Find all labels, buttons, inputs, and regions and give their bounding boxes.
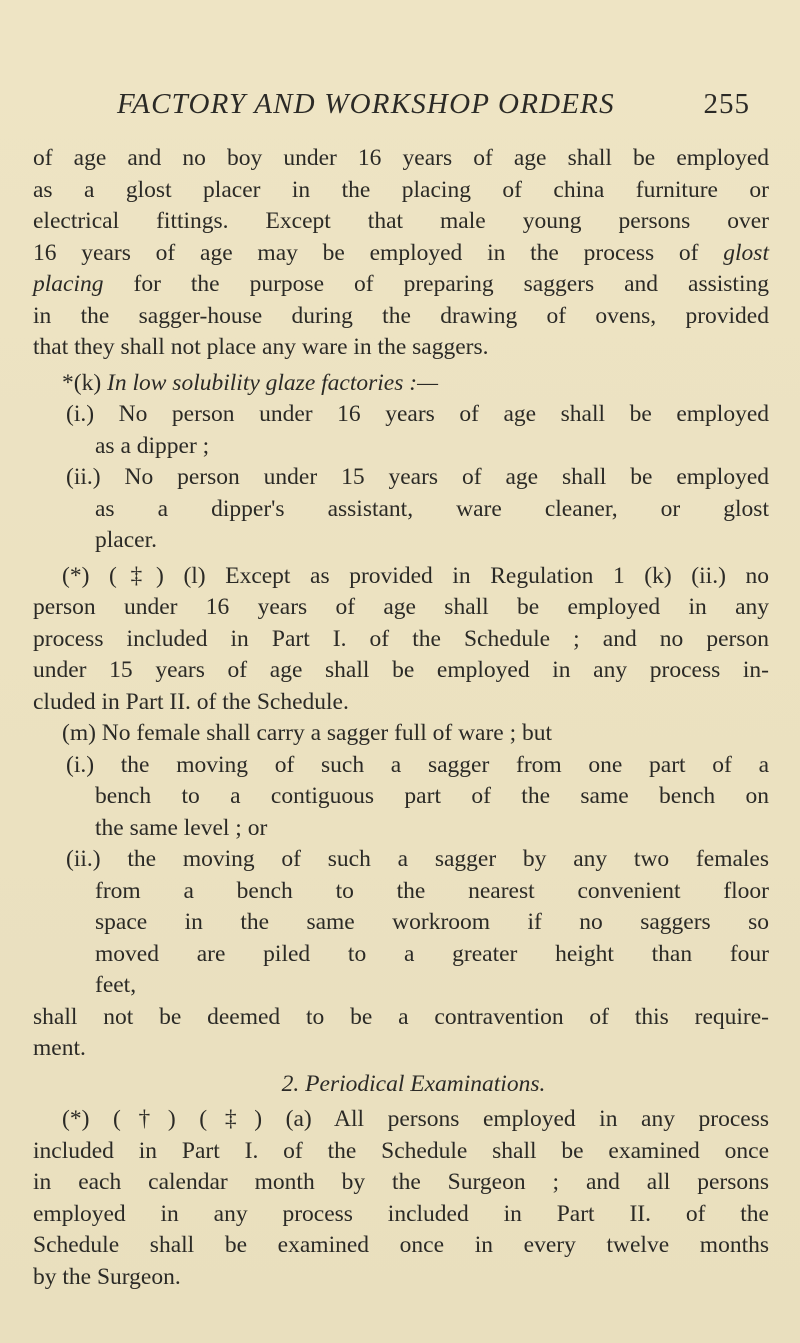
item-label: (ii.) (66, 464, 101, 490)
text-line: included in Part I. of the Schedule shall be examined once (33, 1137, 769, 1164)
item-label: (ii.) (66, 846, 101, 872)
text-line: process included in Part I. of the Schedule ; and no person (33, 625, 769, 652)
text-line: by the Surgeon. (33, 1263, 181, 1290)
text-line: of age and no boy under 16 years of age shall be employed (33, 145, 769, 171)
italic-span: glost (723, 239, 769, 266)
text-line: in each calendar month by the Surgeon ; and all persons (33, 1169, 769, 1195)
page-body (33, 143, 769, 1293)
italic-span: placing (33, 271, 104, 297)
text-line: cluded in Part II. of the Schedule. (33, 688, 349, 715)
clause-k-heading (33, 368, 769, 400)
text-line: bench to a contiguous part of the same bench on (95, 783, 769, 809)
text-line: the same level ; or (95, 814, 268, 841)
text-line (33, 269, 769, 301)
page-number: 255 (703, 88, 750, 120)
item-label: (i.) (66, 751, 95, 778)
text-line: under 15 years of age shall be employed in any process in- (33, 657, 769, 683)
clause-label: *(k) (62, 369, 102, 396)
text-line: (m) No female shall carry a sagger full of ware ; but (62, 720, 553, 746)
text-line (33, 750, 769, 782)
text-span: the moving of such a sagger by any two females (127, 846, 770, 872)
text-line: as a dipper's assistant, ware cleaner, or glost (95, 495, 769, 522)
text-line: in the sagger-house during the drawing of ovens, provided (33, 302, 769, 329)
text-line (33, 399, 769, 431)
text-line: (*) (‡) (l) Except as provided in Regulation 1 (k) (ii.) no (62, 562, 769, 589)
text-line: Schedule shall be examined once in every twelve months (33, 1232, 769, 1258)
page-header (0, 88, 800, 128)
text-line: electrical fittings. Except that male young persons over (33, 208, 769, 234)
text-line (33, 462, 769, 494)
text-span: No person under 16 years of age shall be employed (118, 401, 769, 427)
running-title: FACTORY AND WORKSHOP ORDERS (117, 88, 615, 120)
text-line: shall not be deemed to be a contravention of this require- (33, 1003, 769, 1030)
text-line: feet, (95, 972, 137, 998)
text-span: No person under 15 years of age shall be employed (124, 464, 769, 490)
text-span: 16 years of age may be employed in the process of (33, 239, 724, 266)
text-line: as a glost placer in the placing of china furniture or (33, 176, 769, 203)
text-line (33, 844, 769, 876)
text-span: the moving of such a sagger from one part of a (120, 751, 769, 778)
item-label: (i.) (66, 401, 95, 427)
text-line: (*) (†) (‡) (a) All persons employed in any process (62, 1106, 769, 1132)
section-heading: 2. Periodical Examinations. (281, 1070, 546, 1097)
text-line: moved are piled to a greater height than four (95, 940, 769, 967)
clause-heading-text: In low solubility glaze factories :— (107, 369, 438, 396)
text-line: that they shall not place any ware in the saggers. (33, 334, 489, 360)
text-line: person under 16 years of age shall be employed in any (33, 594, 769, 620)
text-line: space in the same workroom if no saggers so (95, 909, 769, 935)
text-span: for the purpose of preparing saggers and assisting (103, 271, 769, 297)
text-line: from a bench to the nearest convenient floor (95, 877, 769, 904)
text-line: placer. (95, 527, 157, 553)
text-line: as a dipper ; (95, 432, 210, 459)
text-line (33, 238, 769, 270)
text-line: employed in any process included in Part II. of the (33, 1200, 769, 1227)
text-line: ment. (33, 1035, 86, 1061)
